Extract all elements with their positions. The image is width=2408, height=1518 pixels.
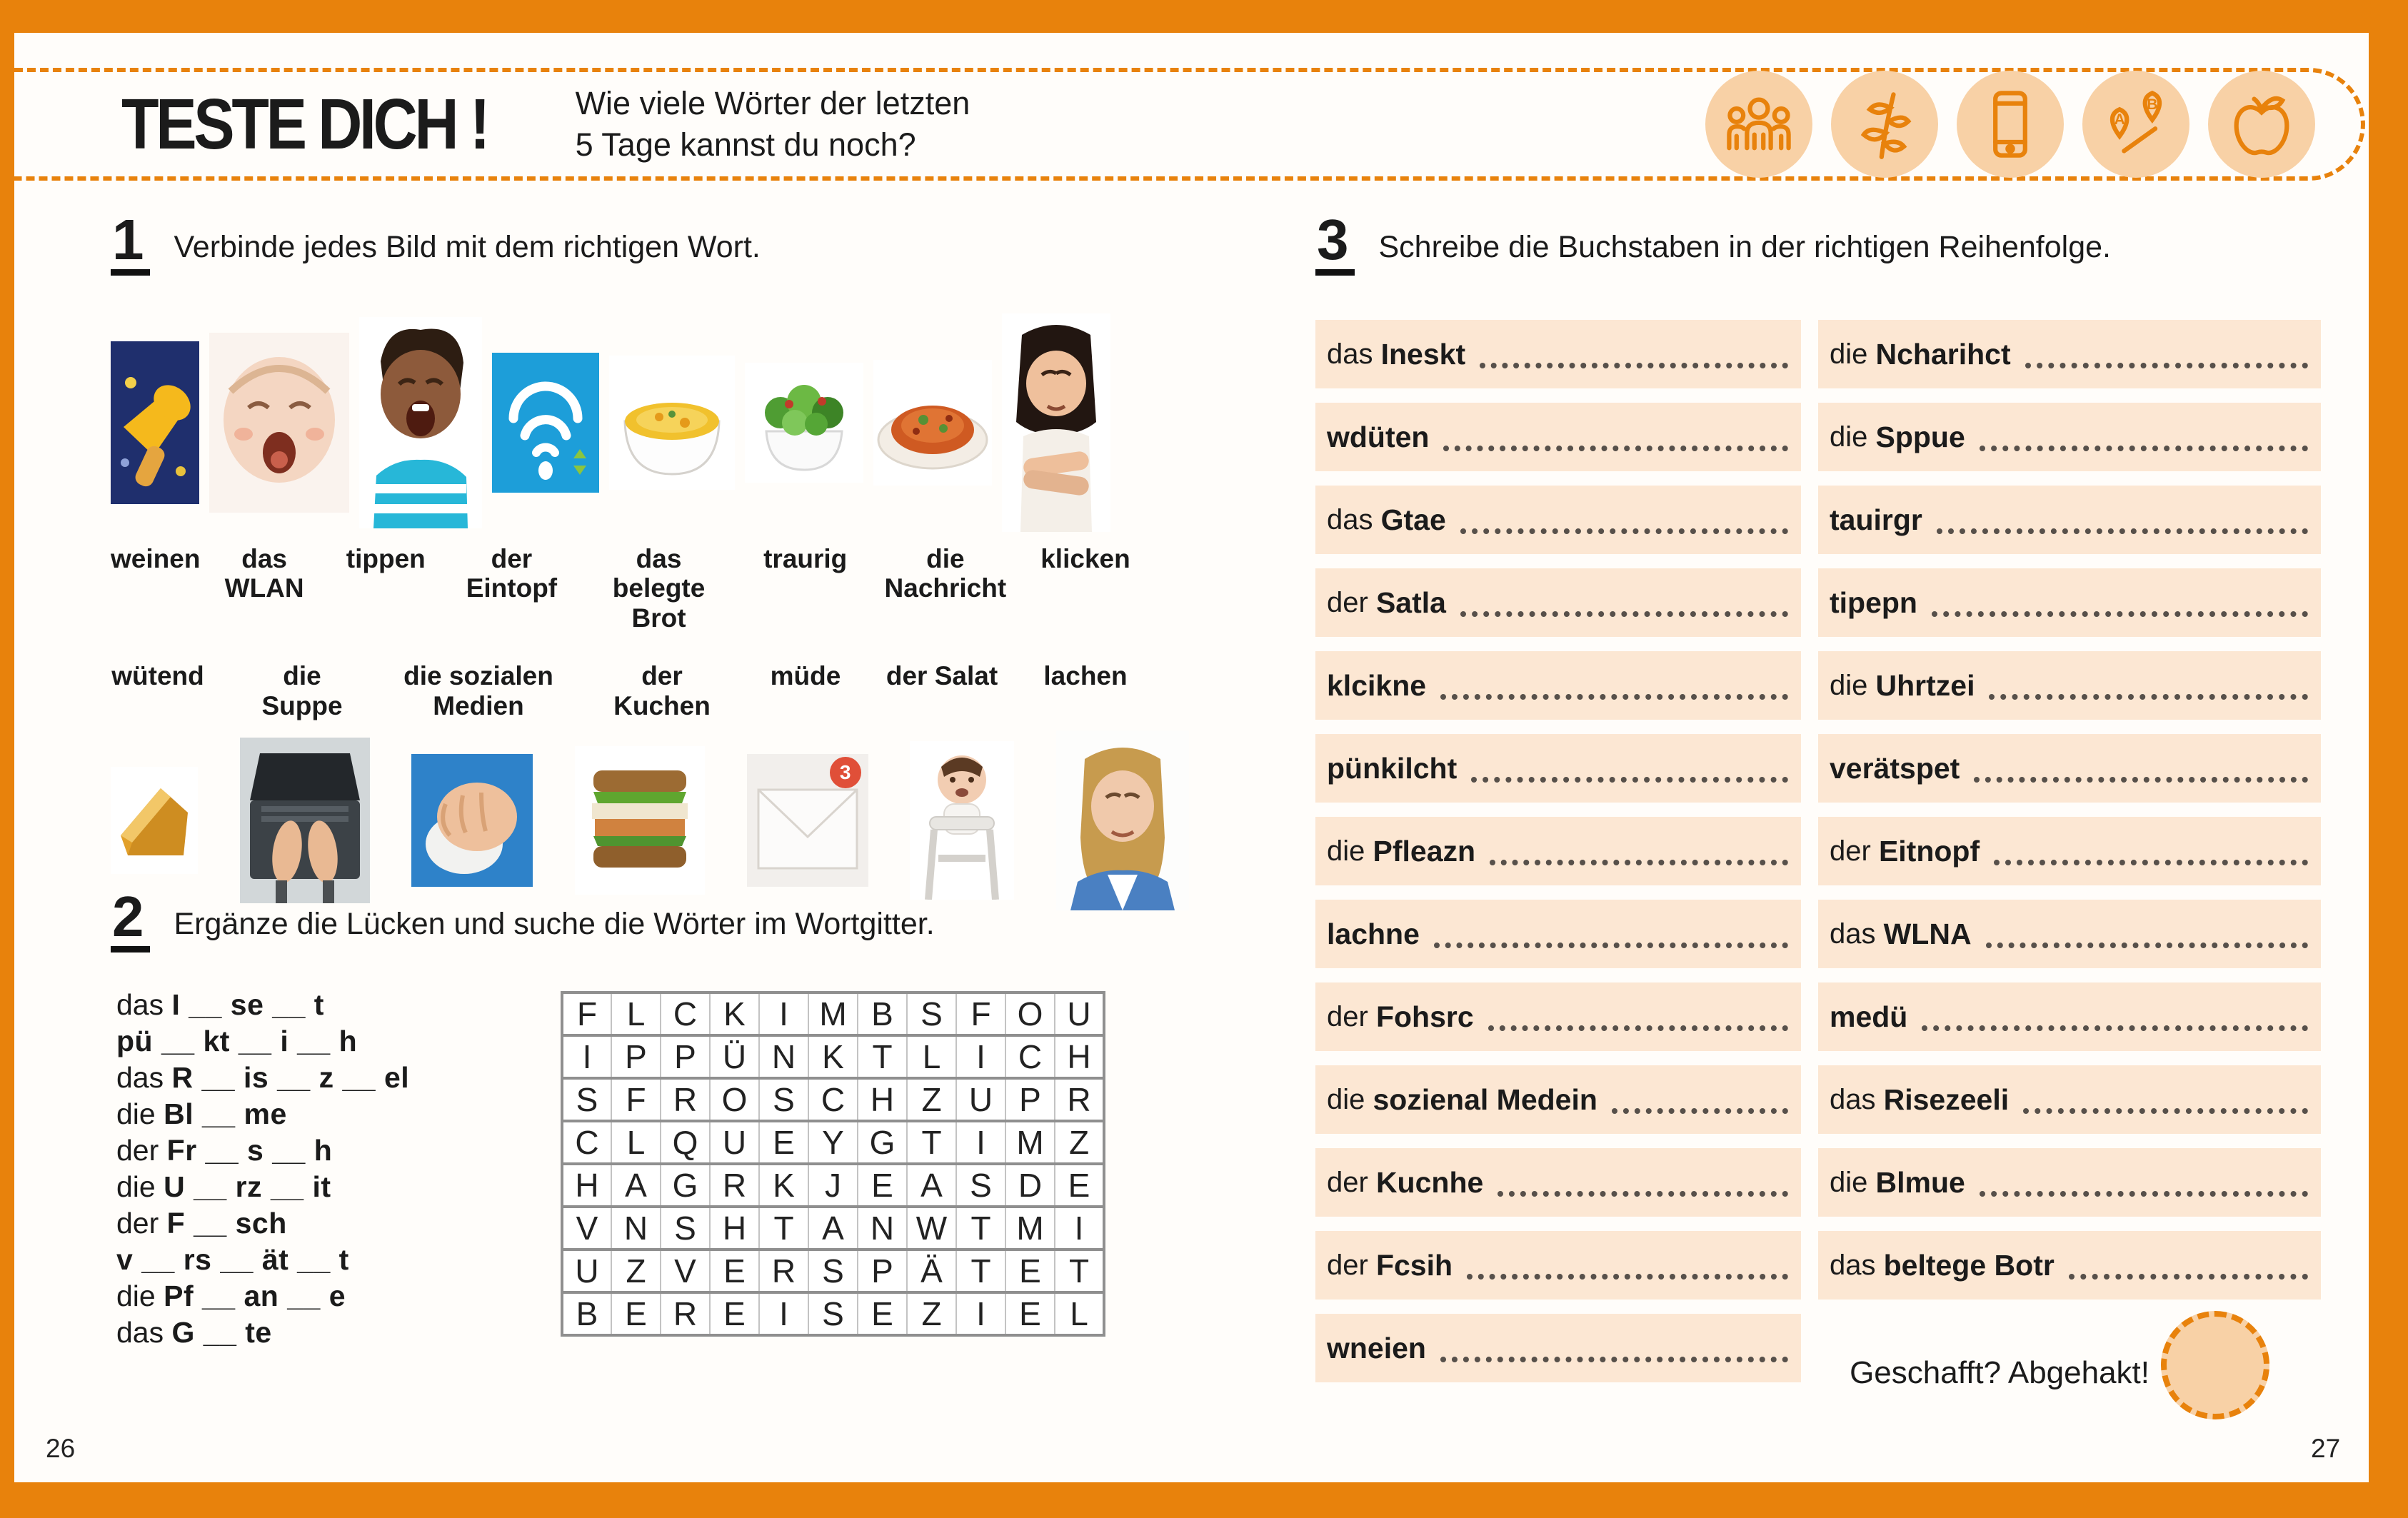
- scramble-word: tipepn: [1830, 585, 1917, 619]
- label-row-2: [111, 661, 1132, 720]
- wordsearch-letter[interactable]: T: [858, 1035, 907, 1078]
- wordsearch-letter[interactable]: D: [1005, 1164, 1055, 1207]
- scramble-item: [1315, 1314, 1801, 1382]
- wordsearch-letter[interactable]: K: [710, 992, 759, 1035]
- gap-word-article: das: [116, 1061, 172, 1094]
- page-spread: [14, 33, 2369, 1482]
- scramble-item: [1315, 817, 1801, 885]
- scramble-article: die: [1327, 1083, 1373, 1115]
- scramble-word: Pfleazn: [1373, 834, 1476, 868]
- match-word-label[interactable]: klicken: [1040, 544, 1130, 573]
- gap-word-text[interactable]: G __ te: [171, 1316, 272, 1349]
- match-word-label[interactable]: wütend: [111, 661, 204, 691]
- answer-line[interactable]: [1498, 1191, 1788, 1197]
- scramble-article: die: [1830, 669, 1876, 701]
- answer-line[interactable]: [1440, 694, 1788, 700]
- gap-word-article: der: [116, 1207, 167, 1240]
- wordsearch-letter[interactable]: S: [562, 1078, 611, 1121]
- wordsearch-letter[interactable]: B: [858, 992, 907, 1035]
- wordsearch-letter[interactable]: S: [808, 1250, 858, 1292]
- exercise-2-instruction: Ergänze die Lücken und suche die Wörter im Wortgitter.: [174, 907, 935, 941]
- gap-word-article: der: [116, 1134, 167, 1167]
- wordsearch-letter[interactable]: I: [1055, 1207, 1104, 1250]
- answer-line[interactable]: [1986, 943, 2308, 948]
- scramble-word: Ineskt: [1380, 337, 1466, 371]
- answer-line[interactable]: [1922, 1025, 2308, 1031]
- wordsearch-letter[interactable]: F: [611, 1078, 661, 1121]
- scramble-word: medü: [1830, 1000, 1908, 1033]
- answer-line[interactable]: [2069, 1274, 2308, 1280]
- wordsearch-letter[interactable]: L: [1055, 1292, 1104, 1335]
- wordsearch-letter[interactable]: C: [1005, 1035, 1055, 1078]
- answer-line[interactable]: [1480, 363, 1788, 368]
- scramble-word: lachne: [1327, 917, 1420, 950]
- wordsearch-letter[interactable]: M: [808, 992, 858, 1035]
- baby-highchair-photo[interactable]: [910, 741, 1014, 900]
- stew-bowl-photo[interactable]: [609, 356, 735, 490]
- pasta-plate-photo[interactable]: [873, 360, 992, 486]
- route-pin-a-label: A: [2114, 111, 2125, 128]
- scramble-item: [1315, 486, 1801, 554]
- wordsearch-letter[interactable]: A: [808, 1207, 858, 1250]
- wordsearch-letter[interactable]: O: [710, 1078, 759, 1121]
- answer-line[interactable]: [1932, 611, 2308, 617]
- match-word-label[interactable]: weinen: [111, 544, 201, 573]
- wordsearch-letter[interactable]: I: [562, 1035, 611, 1078]
- exercise-1: [111, 208, 1189, 915]
- scramble-article: der: [1327, 586, 1376, 618]
- scramble-article: das: [1327, 503, 1381, 536]
- scramble-column-right: [1818, 320, 2321, 1397]
- gap-word-line: [116, 987, 511, 1023]
- done-prompt: Geschafft? Abgehakt!: [1850, 1355, 2149, 1390]
- answer-line[interactable]: [1440, 1357, 1788, 1362]
- scramble-item: [1315, 568, 1801, 637]
- wordsearch-letter[interactable]: Y: [808, 1121, 858, 1164]
- scramble-item: [1818, 651, 2321, 720]
- wordsearch-letter[interactable]: E: [858, 1164, 907, 1207]
- scramble-word: Satla: [1375, 585, 1446, 619]
- gap-word-text[interactable]: Pf __ an __ e: [164, 1280, 346, 1312]
- wordsearch-letter[interactable]: Ä: [907, 1250, 956, 1292]
- gap-word-text[interactable]: pü __ kt __ i __ h: [116, 1025, 358, 1057]
- wordsearch-letter[interactable]: H: [710, 1207, 759, 1250]
- answer-line[interactable]: [1490, 860, 1788, 865]
- gap-word-list: [111, 987, 511, 1351]
- exercise-1-number: 1: [111, 213, 150, 276]
- wordsearch-letter[interactable]: Z: [611, 1250, 661, 1292]
- scramble-word: Fcsih: [1375, 1248, 1453, 1282]
- gap-word-text[interactable]: I __ se __ t: [171, 988, 324, 1021]
- scramble-word: Eitnopf: [1878, 834, 1980, 868]
- answer-line[interactable]: [1467, 1274, 1788, 1280]
- wordsearch-letter[interactable]: S: [759, 1078, 808, 1121]
- wordsearch-letter[interactable]: P: [1005, 1078, 1055, 1121]
- scramble-word: Fohsrc: [1375, 1000, 1474, 1033]
- topic-icons: [1705, 71, 2315, 178]
- gap-word-article: die: [116, 1097, 164, 1130]
- scramble-column-left: [1315, 320, 1801, 1397]
- exercise-2-number: 2: [111, 890, 150, 952]
- wordsearch-letter[interactable]: B: [562, 1292, 611, 1335]
- answer-line[interactable]: [1994, 860, 2308, 865]
- wordsearch-letter[interactable]: E: [858, 1292, 907, 1335]
- scramble-article: das: [1830, 1083, 1884, 1115]
- wordsearch-letter[interactable]: J: [808, 1164, 858, 1207]
- scramble-word: Uhrtzei: [1875, 668, 1975, 702]
- exercise-3-header: [1315, 208, 2344, 276]
- header-subtitle: [576, 83, 970, 165]
- gap-word-line: [116, 1096, 511, 1132]
- wordsearch-letter[interactable]: E: [710, 1292, 759, 1335]
- scramble-word: Risezeeli: [1883, 1082, 2010, 1116]
- wordsearch-letter[interactable]: S: [956, 1164, 1005, 1207]
- gap-word-text[interactable]: Fr __ s __ h: [166, 1134, 333, 1167]
- wordsearch-letter[interactable]: T: [907, 1121, 956, 1164]
- wordsearch-letter[interactable]: S: [808, 1292, 858, 1335]
- wordsearch-letter[interactable]: K: [808, 1035, 858, 1078]
- image-row-1: [111, 311, 1189, 534]
- answer-line[interactable]: [1612, 1108, 1788, 1114]
- wordsearch-letter[interactable]: A: [907, 1164, 956, 1207]
- scramble-word: Blmue: [1875, 1165, 1965, 1199]
- exercise-2: [111, 885, 1189, 1351]
- wordsearch-letter[interactable]: U: [710, 1121, 759, 1164]
- match-word-label[interactable]: tippen: [346, 544, 426, 573]
- wordsearch-letter[interactable]: S: [661, 1207, 710, 1250]
- wordsearch-letter[interactable]: V: [661, 1250, 710, 1292]
- wordsearch-letter[interactable]: U: [956, 1078, 1005, 1121]
- gap-word-line: [116, 1132, 511, 1169]
- match-word-label[interactable]: das WLAN: [224, 544, 304, 603]
- scramble-item: [1315, 320, 1801, 388]
- crying-baby-photo[interactable]: [209, 333, 349, 513]
- exercise-3-instruction: Schreibe die Buchstaben in der richtigen Reihenfolge.: [1378, 230, 2111, 264]
- scramble-item: [1818, 1148, 2321, 1217]
- exercise-1-header: [111, 208, 1189, 276]
- wordsearch-letter[interactable]: A: [611, 1164, 661, 1207]
- scramble-item: [1818, 320, 2321, 388]
- scramble-item: [1315, 734, 1801, 803]
- scramble-word: verätspet: [1830, 751, 1960, 785]
- megaphone-photo[interactable]: [111, 341, 199, 504]
- page-title: TESTE DICH !: [121, 84, 488, 164]
- scramble-item: [1818, 734, 2321, 803]
- scramble-word: wdüten: [1327, 420, 1430, 453]
- scramble-article: die: [1830, 338, 1876, 370]
- wordsearch-letter[interactable]: C: [562, 1121, 611, 1164]
- gap-word-line: [116, 1242, 511, 1278]
- match-word-label[interactable]: der Eintopf: [466, 544, 558, 603]
- gap-word-line: [116, 1278, 511, 1315]
- scramble-word: wneien: [1327, 1331, 1426, 1364]
- answer-line[interactable]: [1974, 777, 2308, 783]
- scramble-item: [1315, 982, 1801, 1051]
- wordsearch-letter[interactable]: E: [710, 1250, 759, 1292]
- wordsearch-letter[interactable]: L: [611, 992, 661, 1035]
- scramble-item: [1818, 1065, 2321, 1134]
- angry-girl-photo[interactable]: [1002, 313, 1110, 532]
- wordsearch-letter[interactable]: I: [956, 1292, 1005, 1335]
- wordsearch-letter[interactable]: Ü: [710, 1035, 759, 1078]
- scramble-item: [1818, 900, 2321, 968]
- gap-word-line: [116, 1315, 511, 1351]
- wordsearch-letter[interactable]: R: [661, 1292, 710, 1335]
- wordsearch-letter[interactable]: H: [1055, 1035, 1104, 1078]
- scramble-item: [1818, 568, 2321, 637]
- scramble-word: Ncharihct: [1875, 337, 2011, 371]
- match-word-label[interactable]: der Salat: [886, 661, 998, 691]
- answer-line[interactable]: [1443, 446, 1788, 451]
- route-icon: [2082, 71, 2189, 178]
- scramble-word: pünkilcht: [1327, 751, 1458, 785]
- gap-word-text[interactable]: U __ rz __ it: [164, 1170, 331, 1203]
- gap-word-text[interactable]: R __ is __ z __ el: [171, 1061, 410, 1094]
- scramble-item: [1315, 651, 1801, 720]
- scramble-word: Gtae: [1380, 503, 1446, 536]
- match-word-label[interactable]: die sozialen Medien: [403, 661, 553, 720]
- answer-line[interactable]: [1460, 611, 1788, 617]
- wifi-symbol-photo[interactable]: [492, 353, 599, 493]
- scramble-article: die: [1830, 1166, 1876, 1198]
- header-band: [14, 68, 2365, 181]
- subtitle-line2: 5 Tage kannst du noch?: [575, 126, 916, 163]
- scramble-word: WLNA: [1883, 917, 1972, 950]
- plant-icon: [1831, 71, 1938, 178]
- scramble-article: der: [1830, 835, 1879, 867]
- wordsearch-letter[interactable]: Z: [907, 1078, 956, 1121]
- wordsearch-letter[interactable]: R: [661, 1078, 710, 1121]
- gap-word-line: [116, 1205, 511, 1242]
- wordsearch-letter[interactable]: H: [562, 1164, 611, 1207]
- answer-line[interactable]: [1989, 694, 2308, 700]
- family-icon: [1705, 71, 1812, 178]
- wordsearch-letter[interactable]: U: [562, 1250, 611, 1292]
- gap-word-article: das: [116, 988, 172, 1021]
- match-word-label[interactable]: müde: [770, 661, 841, 691]
- wordsearch-letter[interactable]: T: [956, 1207, 1005, 1250]
- wordsearch-letter[interactable]: H: [858, 1078, 907, 1121]
- smartphone-icon: [1957, 71, 2064, 178]
- label-row-1: [111, 544, 1132, 633]
- scramble-item: [1315, 900, 1801, 968]
- scramble-item: [1315, 403, 1801, 471]
- page-number-left: 26: [46, 1434, 76, 1463]
- envelope-notification-photo[interactable]: [747, 754, 868, 887]
- wordsearch-letter[interactable]: K: [759, 1164, 808, 1207]
- wordsearch-letter[interactable]: G: [661, 1164, 710, 1207]
- sandwich-photo[interactable]: [575, 746, 705, 895]
- scramble-word: beltege Botr: [1883, 1248, 2055, 1282]
- scramble-word: Kucnhe: [1375, 1165, 1484, 1199]
- wordsearch-letter[interactable]: C: [808, 1078, 858, 1121]
- scramble-article: die: [1830, 421, 1876, 453]
- wordsearch-letter[interactable]: R: [1055, 1078, 1104, 1121]
- exercise-3: [1315, 208, 2344, 1397]
- answer-line[interactable]: [1937, 528, 2308, 534]
- wordsearch-letter[interactable]: U: [1055, 992, 1104, 1035]
- match-word-label[interactable]: traurig: [763, 544, 848, 573]
- match-word-label[interactable]: die Suppe: [261, 661, 343, 720]
- wordsearch-letter[interactable]: E: [1005, 1292, 1055, 1335]
- scramble-item: [1818, 982, 2321, 1051]
- exercise-2-header: [111, 885, 1189, 952]
- wordsearch-letter[interactable]: Z: [907, 1292, 956, 1335]
- wordsearch-grid: [561, 991, 1105, 1351]
- scramble-article: das: [1830, 918, 1884, 950]
- scramble-item: [1315, 1231, 1801, 1300]
- wordsearch-letter[interactable]: R: [710, 1164, 759, 1207]
- wordsearch-letter[interactable]: C: [661, 992, 710, 1035]
- wordsearch-letter[interactable]: T: [759, 1207, 808, 1250]
- answer-line[interactable]: [1434, 943, 1788, 948]
- wordsearch-letter[interactable]: T: [956, 1250, 1005, 1292]
- wordsearch-letter[interactable]: I: [956, 1035, 1005, 1078]
- exercise-1-instruction: Verbinde jedes Bild mit dem richtigen Wort.: [174, 230, 761, 264]
- wordsearch-letter[interactable]: N: [611, 1207, 661, 1250]
- wordsearch-letter[interactable]: I: [759, 992, 808, 1035]
- match-word-label[interactable]: lachen: [1043, 661, 1128, 691]
- scramble-word: klcikne: [1327, 668, 1427, 702]
- wordsearch-letter[interactable]: T: [1055, 1250, 1104, 1292]
- gap-word-article: das: [116, 1316, 172, 1349]
- answer-line[interactable]: [1980, 1191, 2308, 1197]
- subtitle-line1: Wie viele Wörter der letzten: [575, 85, 970, 122]
- wordsearch-letter[interactable]: I: [759, 1292, 808, 1335]
- gap-word-text[interactable]: Bl __ me: [164, 1097, 287, 1130]
- wordsearch-letter[interactable]: S: [907, 992, 956, 1035]
- exercise-3-number: 3: [1315, 213, 1355, 276]
- match-word-label[interactable]: der Kuchen: [613, 661, 711, 720]
- scramble-item: [1818, 817, 2321, 885]
- answer-line[interactable]: [1471, 777, 1788, 783]
- scramble-item: [1818, 403, 2321, 471]
- wordsearch-letter[interactable]: O: [1005, 992, 1055, 1035]
- cake-slice-photo[interactable]: [111, 767, 198, 874]
- wordsearch-letter[interactable]: N: [858, 1207, 907, 1250]
- wordsearch-letter[interactable]: L: [907, 1035, 956, 1078]
- gap-word-line: [116, 1060, 511, 1096]
- wordsearch-letter[interactable]: E: [759, 1121, 808, 1164]
- computer-mouse-photo[interactable]: [411, 754, 533, 887]
- gap-word-text[interactable]: F __ sch: [166, 1207, 287, 1240]
- notification-badge: 3: [830, 757, 861, 788]
- wordsearch-letter[interactable]: M: [1005, 1207, 1055, 1250]
- scramble-word: sozienal Medein: [1373, 1082, 1597, 1116]
- wordsearch-letter[interactable]: G: [858, 1121, 907, 1164]
- answer-line[interactable]: [2023, 1108, 2308, 1114]
- wordsearch-letter[interactable]: L: [611, 1121, 661, 1164]
- scramble-word: Sppue: [1875, 420, 1965, 453]
- scramble-article: das: [1830, 1249, 1884, 1281]
- wordsearch-letter[interactable]: F: [956, 992, 1005, 1035]
- gap-word-article: die: [116, 1170, 164, 1203]
- crying-boy-photo[interactable]: [359, 317, 482, 528]
- wordsearch-letter[interactable]: E: [1055, 1164, 1104, 1207]
- scramble-article: der: [1327, 1000, 1376, 1032]
- answer-line[interactable]: [1460, 528, 1788, 534]
- wordsearch-letter[interactable]: W: [907, 1207, 956, 1250]
- sad-girl-photo[interactable]: [1056, 730, 1189, 910]
- wordsearch-letter[interactable]: P: [858, 1250, 907, 1292]
- scramble-article: der: [1327, 1166, 1376, 1198]
- scramble-item: [1315, 1065, 1801, 1134]
- wordsearch-letter[interactable]: Z: [1055, 1121, 1104, 1164]
- page-number-right: 27: [2311, 1434, 2341, 1463]
- scramble-article: die: [1327, 835, 1373, 867]
- match-word-label[interactable]: das belegte Brot: [612, 544, 706, 633]
- gap-word-line: [116, 1023, 511, 1060]
- wordsearch-letter[interactable]: P: [611, 1035, 661, 1078]
- wordsearch-letter[interactable]: M: [1005, 1121, 1055, 1164]
- gap-word-text[interactable]: v __ rs __ ät __ t: [116, 1243, 349, 1276]
- scramble-item: [1315, 1148, 1801, 1217]
- apple-icon: [2208, 71, 2315, 178]
- route-pin-b-label: B: [2147, 96, 2158, 114]
- scramble-article: der: [1327, 1249, 1376, 1281]
- salad-bowl-photo[interactable]: [745, 363, 863, 483]
- gap-word-line: [116, 1169, 511, 1205]
- wordsearch-letter[interactable]: R: [759, 1250, 808, 1292]
- gap-word-article: die: [116, 1280, 164, 1312]
- match-word-label[interactable]: die Nachricht: [884, 544, 1007, 603]
- wordsearch-letter[interactable]: F: [562, 992, 611, 1035]
- wordsearch-letter[interactable]: Q: [661, 1121, 710, 1164]
- answer-line[interactable]: [1488, 1025, 1788, 1031]
- wordsearch-letter[interactable]: E: [611, 1292, 661, 1335]
- wordsearch-letter[interactable]: N: [759, 1035, 808, 1078]
- answer-line[interactable]: [2025, 363, 2308, 368]
- scramble-item: [1818, 1231, 2321, 1300]
- answer-line[interactable]: [1980, 446, 2308, 451]
- scramble-word: tauirgr: [1830, 503, 1922, 536]
- wordsearch-letter[interactable]: P: [661, 1035, 710, 1078]
- wordsearch-letter[interactable]: E: [1005, 1250, 1055, 1292]
- wordsearch-letter[interactable]: I: [956, 1121, 1005, 1164]
- image-row-2: [111, 726, 1189, 915]
- wordsearch-letter[interactable]: V: [562, 1207, 611, 1250]
- scramble-article: das: [1327, 338, 1381, 370]
- scramble-item: [1818, 486, 2321, 554]
- check-off-circle[interactable]: [2161, 1311, 2269, 1419]
- laptop-typing-photo[interactable]: [240, 738, 370, 903]
